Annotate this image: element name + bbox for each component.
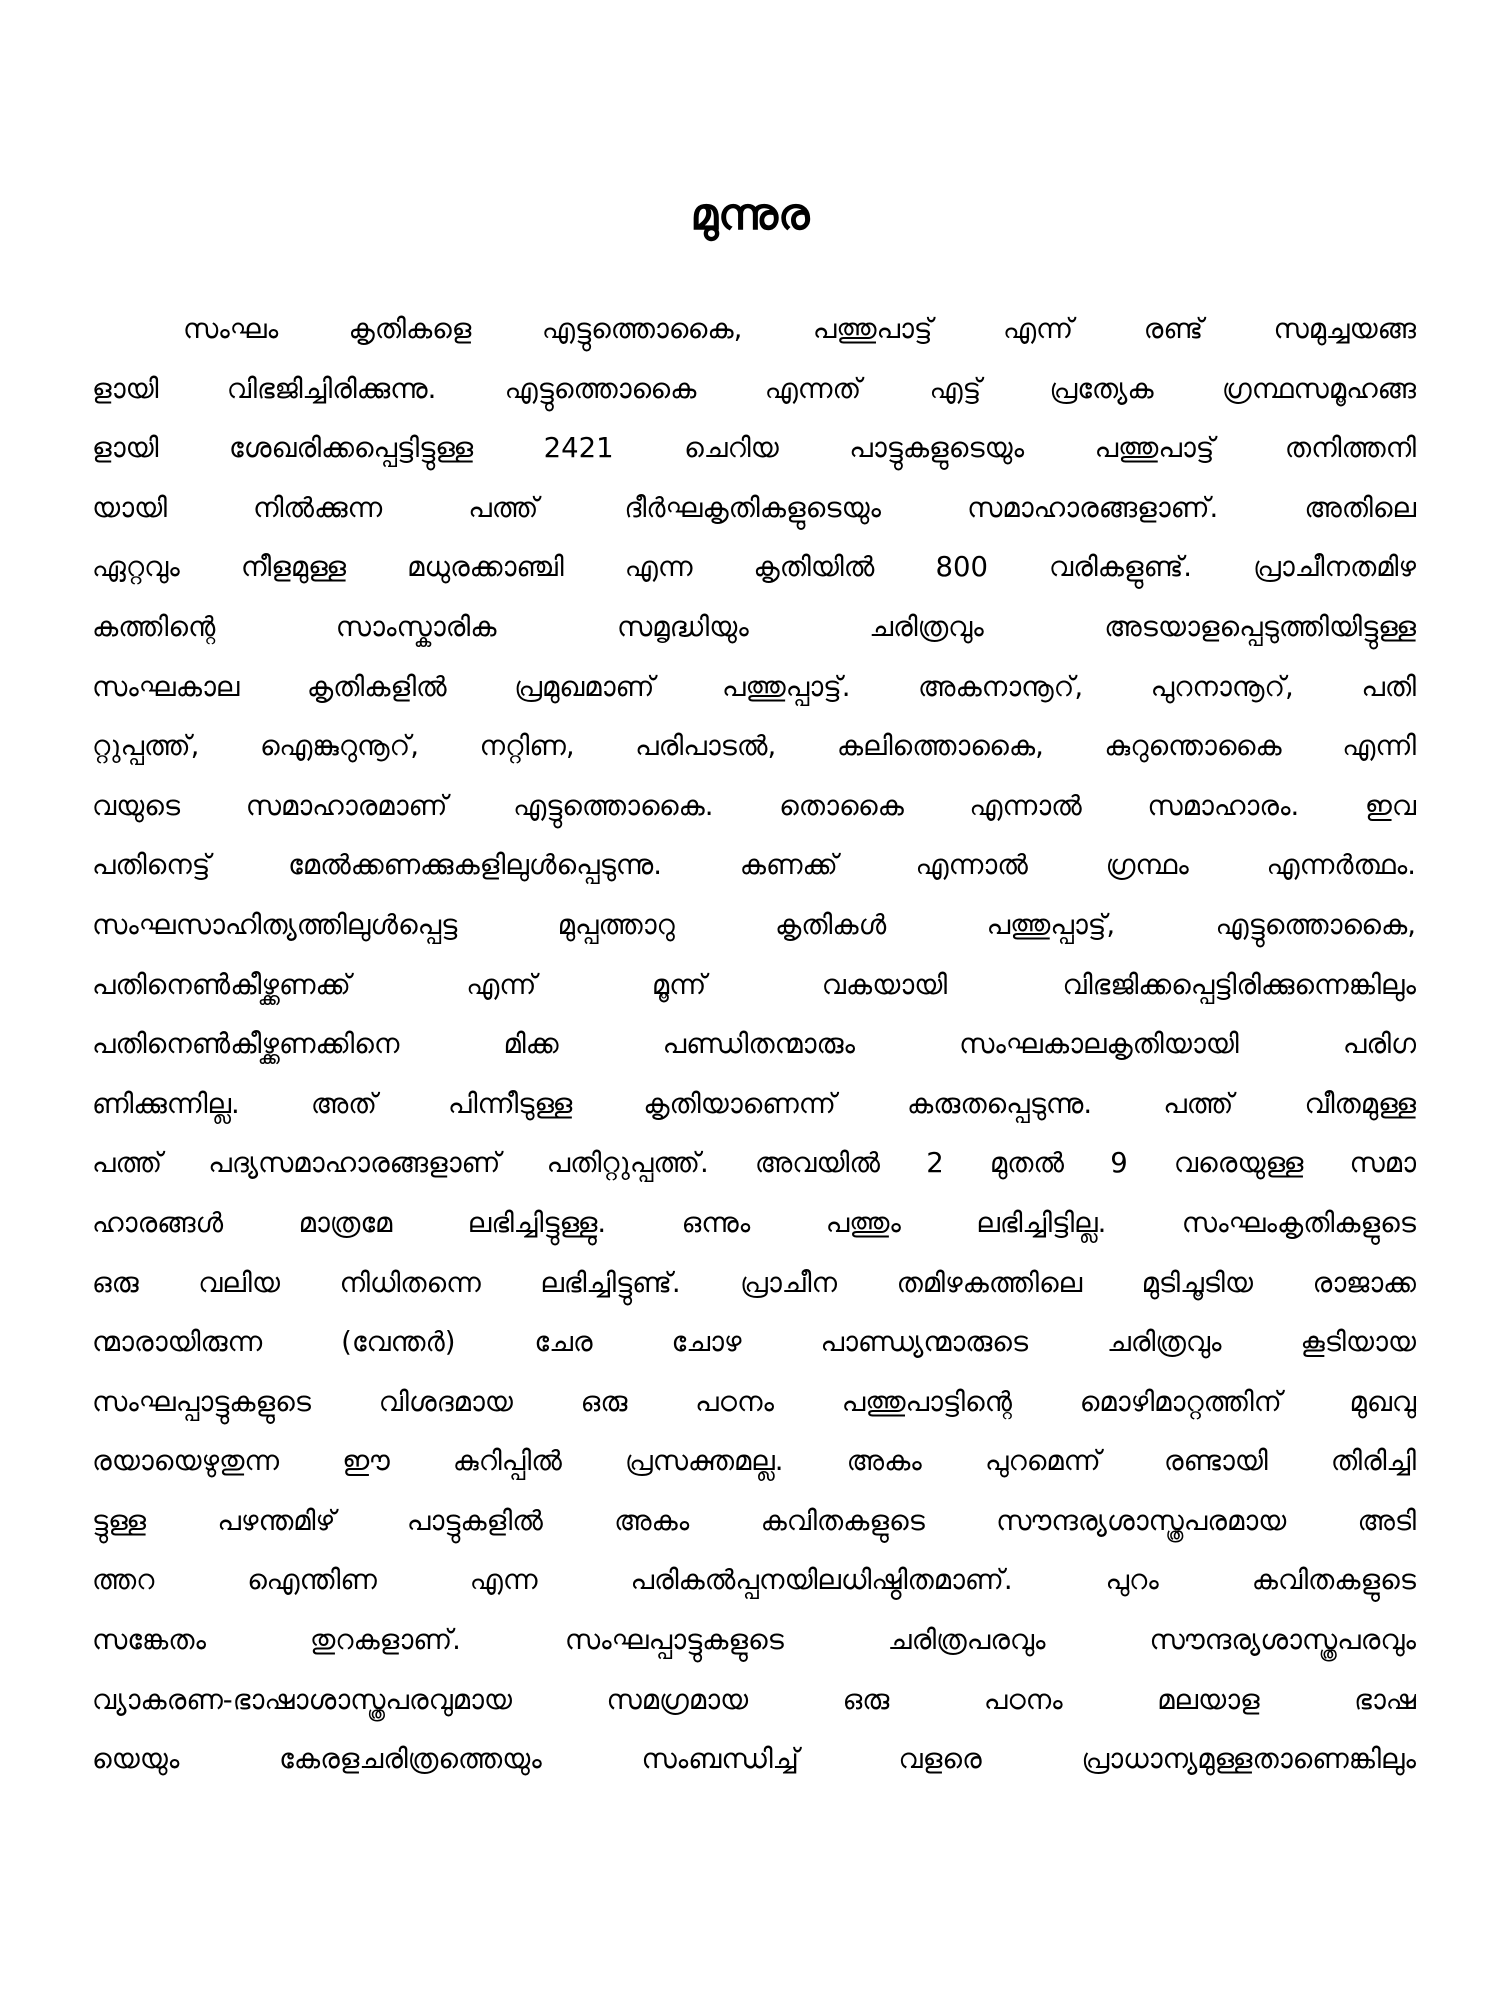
- paragraph-line: ന്മാരായിരുന്ന (വേന്തർ) ചേര ചോഴ പാണ്ഡ്യന്മാരുടെ ചരിത്രവും കൂടിയായ: [92, 1326, 1416, 1359]
- paragraph-line: യെയും കേരളചരിത്രത്തെയും സംബന്ധിച്ച് വളരെ പ്രാധാന്യമുള്ളതാണെങ്കിലും: [92, 1743, 1416, 1776]
- paragraph-line: ട്ടുള്ള പഴന്തമിഴ് പാട്ടുകളിൽ അകം കവിതകളുടെ സൗന്ദര്യശാസ്ത്രപരമായ അടി: [92, 1504, 1416, 1537]
- paragraph-line: റ്റുപ്പത്ത്, ഐങ്കുറുനൂറ്, നറ്റിണ, പരിപാടൽ, കലിത്തൊകൈ, കുറുന്തൊകൈ എന്നി: [92, 730, 1416, 763]
- paragraph-line: പത്ത് പദ്യസമാഹാരങ്ങളാണ് പതിറ്റുപ്പത്ത്. അവയിൽ 2 മുതൽ 9 വരെയുള്ള സമാ: [92, 1147, 1416, 1180]
- paragraph-line: രയായെഴുതുന്ന ഈ കുറിപ്പിൽ പ്രസക്തമല്ല. അകം പുറമെന്ന് രണ്ടായി തിരിച്ചി: [92, 1445, 1416, 1478]
- paragraph-line: വ്യാകരണ-ഭാഷാശാസ്ത്രപരവുമായ സമഗ്രമായ ഒരു പഠനം മലയാള ഭാഷ: [92, 1683, 1416, 1716]
- paragraph-line: ത്തറ ഐന്തിണ എന്ന പരികൽപ്പനയിലധിഷ്ഠിതമാണ്. പുറം കവിതകളുടെ: [92, 1564, 1416, 1597]
- paragraph-line: ഒരു വലിയ നിധിതന്നെ ലഭിച്ചിട്ടുണ്ട്. പ്രാചീന തമിഴകത്തിലെ മുടിചൂടിയ രാജാക്ക: [92, 1266, 1416, 1299]
- paragraph-line: സങ്കേതം തുറകളാണ്. സംഘപ്പാട്ടുകളുടെ ചരിത്രപരവും സൗന്ദര്യശാസ്ത്രപരവും: [92, 1624, 1416, 1657]
- paragraph-line: ളായി വിഭജിച്ചിരിക്കുന്നു. എട്ടുത്തൊകൈ എന്നത് എട്ട് പ്രത്യേക ഗ്രന്ഥസമൂഹങ്ങ: [92, 372, 1416, 405]
- paragraph-line: വയുടെ സമാഹാരമാണ് എട്ടുത്തൊകൈ. തൊകൈ എന്നാൽ സമാഹാരം. ഇവ: [92, 789, 1416, 822]
- paragraph-line: യായി നിൽക്കുന്ന പത്ത് ദീർഘകൃതികളുടെയും സമാഹാരങ്ങളാണ്. അതിലെ: [92, 491, 1416, 524]
- paragraph-line: സംഘകാല കൃതികളിൽ പ്രമുഖമാണ് പത്തുപ്പാട്ട്. അകനാനൂറ്, പുറനാനൂറ്, പതി: [92, 670, 1416, 703]
- paragraph-line: സംഘപ്പാട്ടുകളുടെ വിശദമായ ഒരു പഠനം പത്തുപാട്ടിന്റെ മൊഴിമാറ്റത്തിന് മുഖവു: [92, 1385, 1416, 1418]
- paragraph-line: ഏറ്റവും നീളമുള്ള മധുരക്കാഞ്ചി എന്ന കൃതിയിൽ 800 വരികളുണ്ട്. പ്രാചീനതമിഴ: [92, 551, 1416, 584]
- body-paragraph: [92, 300, 1416, 1790]
- paragraph-line: പതിനെൺകീഴ്ക്കണക്കിനെ മിക്ക പണ്ഡിതന്മാരും സംഘകാലകൃതിയായി പരിഗ: [92, 1028, 1416, 1061]
- paragraph-line: സംഘസാഹിത്യത്തിലുൾപ്പെട്ട മുപ്പത്താറു കൃതികൾ പത്തുപ്പാട്ട്, എട്ടുത്തൊകൈ,: [92, 908, 1416, 941]
- paragraph-line: ളായി ശേഖരിക്കപ്പെട്ടിട്ടുള്ള 2421 ചെറിയ പാട്ടുകളുടെയും പത്തുപാട്ട് തനിത്തനി: [92, 432, 1416, 465]
- paragraph-line: കത്തിന്റെ സാംസ്കാരിക സമൃദ്ധിയും ചരിത്രവും അടയാളപ്പെടുത്തിയിട്ടുള്ള: [92, 610, 1416, 643]
- paragraph-line: സംഘം കൃതികളെ എട്ടുത്തൊകൈ, പത്തുപാട്ട് എന്ന് രണ്ട് സമുച്ചയങ്ങ: [183, 313, 1416, 345]
- paragraph-line: ണിക്കുന്നില്ല. അത് പിന്നീടുള്ള കൃതിയാണെന്ന് കരുതപ്പെടുന്നു. പത്ത് വീതമുള്ള: [92, 1087, 1416, 1120]
- paragraph-line: ഹാരങ്ങൾ മാത്രമേ ലഭിച്ചിട്ടുള്ളു. ഒന്നും പത്തും ലഭിച്ചിട്ടില്ല. സംഘംകൃതികളുടെ: [92, 1206, 1416, 1239]
- page-title: മുന്നുര: [690, 189, 810, 240]
- paragraph-line: പതിനെട്ട് മേൽക്കണക്കുകളിലുൾപ്പെടുന്നു. കണക്ക് എന്നാൽ ഗ്രന്ഥം എന്നർത്ഥം.: [92, 849, 1416, 882]
- paragraph-line: പതിനെൺകീഴ്ക്കണക്ക് എന്ന് മൂന്ന് വകയായി വിഭജിക്കപ്പെട്ടിരിക്കുന്നെങ്കിലും: [92, 968, 1416, 1001]
